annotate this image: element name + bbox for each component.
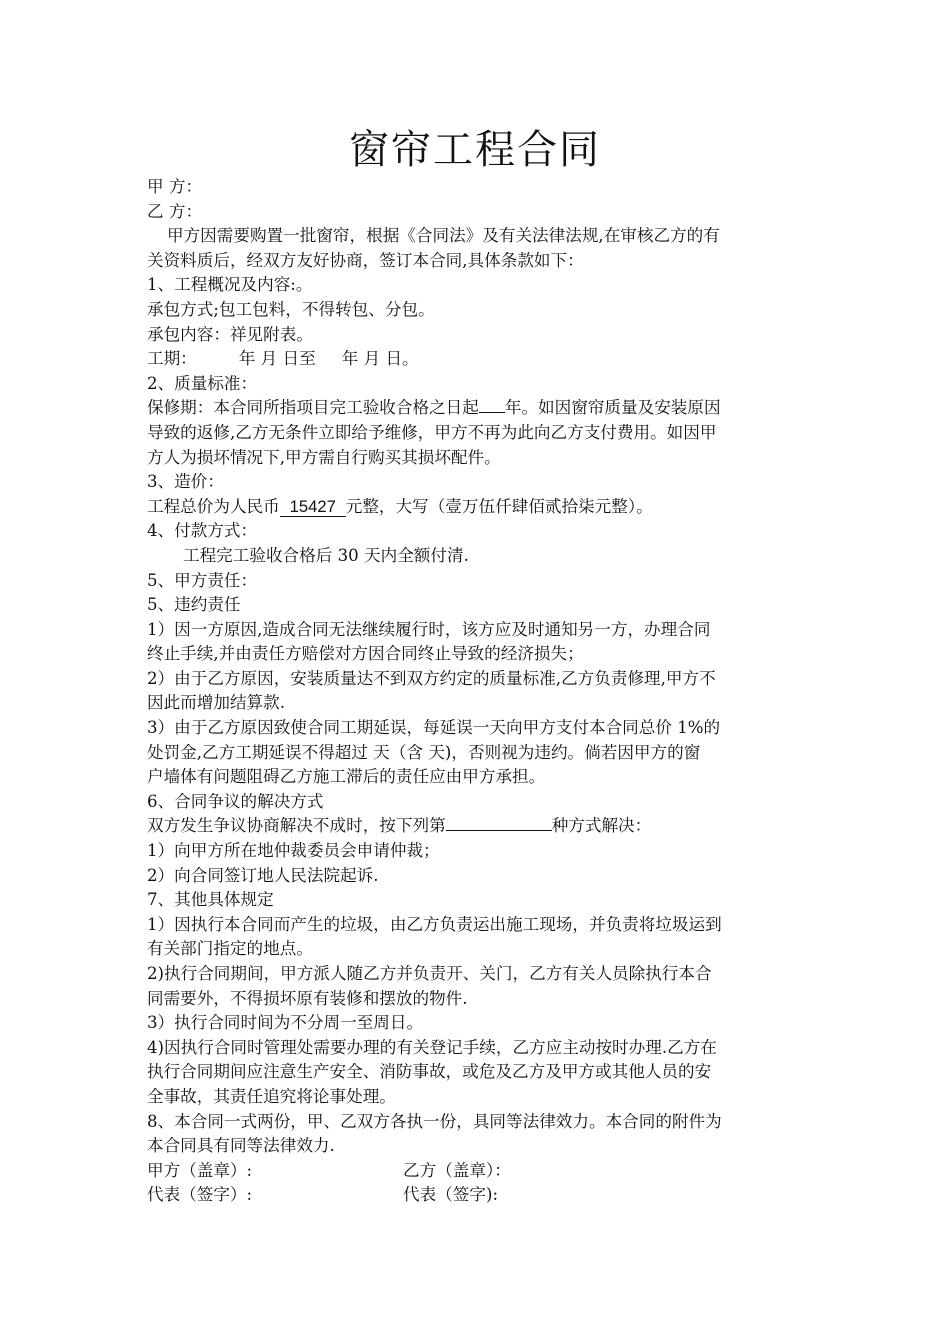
payment-terms: 工程完工验收合格后 30 天内全额付清. bbox=[183, 545, 469, 565]
section-1-heading: 1、工程概况及内容:。 bbox=[147, 275, 313, 295]
warranty-line-3: 方人为损坏情况下,甲方需自行购买其损坏配件。 bbox=[147, 447, 501, 467]
rule-line-7: 执行合同期间应注意生产安全、消防事故，或危及乙方及甲方或其他人员的安 bbox=[147, 1062, 712, 1082]
dispute-option-2: 2）向合同签订地人民法院起诉. bbox=[147, 865, 379, 885]
rule-line-6: 4)因执行合同时管理处需要办理的有关登记手续，乙方应主动按时办理.乙方在 bbox=[147, 1037, 717, 1057]
party-b-line: 乙 方： bbox=[147, 201, 203, 221]
breach-line-3: 2）由于乙方原因，安装质量达不到双方约定的质量标准,乙方负责修理,甲方不 bbox=[147, 668, 716, 688]
page-title: 窗帘工程合同 bbox=[349, 127, 601, 173]
rule-line-2: 有关部门指定的地点。 bbox=[147, 939, 313, 959]
rule-line-1: 1）因执行本合同而产生的垃圾，由乙方负责运出施工现场，并负责将垃圾运到 bbox=[147, 914, 722, 934]
period-end: 年 月 日。 bbox=[341, 349, 419, 369]
total-price-line: 工程总价为人民币 15427 元整，大写（壹万伍仟肆佰贰拾柒元整）。 bbox=[147, 496, 653, 516]
party-b-representative: 代表（签字): bbox=[403, 1185, 499, 1205]
warranty-years-blank bbox=[479, 412, 505, 413]
rule-line-4: 同需要外，不得损坏原有装修和摆放的物件. bbox=[147, 988, 468, 1008]
party-a-representative: 代表（签字）: bbox=[147, 1185, 253, 1205]
signature-row bbox=[147, 1183, 817, 1208]
intro-line-2: 关资料质后，经双方友好协商，签订本合同,具体条款如下： bbox=[147, 250, 584, 270]
party-b-seal: 乙方（盖章）： bbox=[403, 1160, 511, 1180]
work-period bbox=[147, 347, 817, 372]
breach-line-5: 3）由于乙方原因致使合同工期延误，每延误一天向甲方支付本合同总价 1%的 bbox=[147, 718, 721, 738]
section-5a-heading: 5、甲方责任： bbox=[147, 570, 258, 590]
rule-line-8: 全事故，其责任追究将论事处理。 bbox=[147, 1086, 396, 1106]
warranty-line-1: 保修期：本合同所指项目完工验收合格之日起 年。如因窗帘质量及安装原因 bbox=[147, 398, 721, 418]
intro-line-1: 甲方因需要购置一批窗帘，根据《合同法》及有关法律法规,在审核乙方的有 bbox=[167, 226, 720, 246]
breach-line-2: 终止手续,并由责任方赔偿对方因合同终止导致的经济损失； bbox=[147, 644, 584, 664]
breach-line-6: 处罚金,乙方工期延误不得超过 天（含 天)，否则视为违约。倘若因甲方的窗 bbox=[147, 742, 701, 762]
party-a-line: 甲 方： bbox=[147, 177, 203, 196]
section-3-heading: 3、造价： bbox=[147, 472, 224, 492]
breach-line-1: 1）因一方原因,造成合同无法继续履行时，该方应及时通知另一方，办理合同 bbox=[147, 619, 711, 639]
warranty-line-2: 导致的返修,乙方无条件立即给予维修，甲方不再为此向乙方支付费用。如因甲 bbox=[147, 422, 717, 442]
section-2-heading: 2、质量标准： bbox=[147, 373, 258, 393]
dispute-option-1: 1）向甲方所在地仲裁委员会申请仲裁； bbox=[147, 841, 440, 861]
section-8-line-2: 本合同具有同等法律效力. bbox=[147, 1136, 335, 1156]
section-7-heading: 7、其他具体规定 bbox=[147, 890, 274, 910]
section-8-line-1: 8、本合同一式两份，甲、乙双方各执一份，具同等法律效力。本合同的附件为 bbox=[147, 1111, 722, 1131]
period-start: 年 月 日至 bbox=[238, 349, 316, 369]
rule-line-5: 3）执行合同时间为不分周一至周日。 bbox=[147, 1013, 424, 1033]
section-6-heading: 6、合同争议的解决方式 bbox=[147, 791, 324, 811]
contract-mode: 承包方式;包工包料，不得转包、分包。 bbox=[147, 299, 435, 319]
rule-line-3: 2)执行合同期间，甲方派人随乙方并负责开、关门，乙方有关人员除执行本合 bbox=[147, 964, 712, 983]
section-4-heading: 4、付款方式： bbox=[147, 521, 258, 541]
total-amount: 15427 bbox=[280, 498, 346, 517]
breach-line-4: 因此而增加结算款. bbox=[147, 693, 286, 713]
seal-row bbox=[147, 1159, 817, 1184]
period-label: 工期： bbox=[147, 349, 197, 369]
contract-content: 承包内容：祥见附表。 bbox=[147, 324, 313, 344]
dispute-line-1: 双方发生争议协商解决不成时，按下列第 种方式解决： bbox=[147, 816, 652, 836]
contract-body bbox=[147, 175, 817, 1208]
dispute-option-blank bbox=[446, 830, 552, 831]
breach-line-7: 户墙体有问题阻碍乙方施工滞后的责任应由甲方承担。 bbox=[147, 767, 546, 787]
section-5b-heading: 5、违约责任 bbox=[147, 595, 241, 615]
party-a-seal: 甲方（盖章）: bbox=[147, 1160, 253, 1180]
